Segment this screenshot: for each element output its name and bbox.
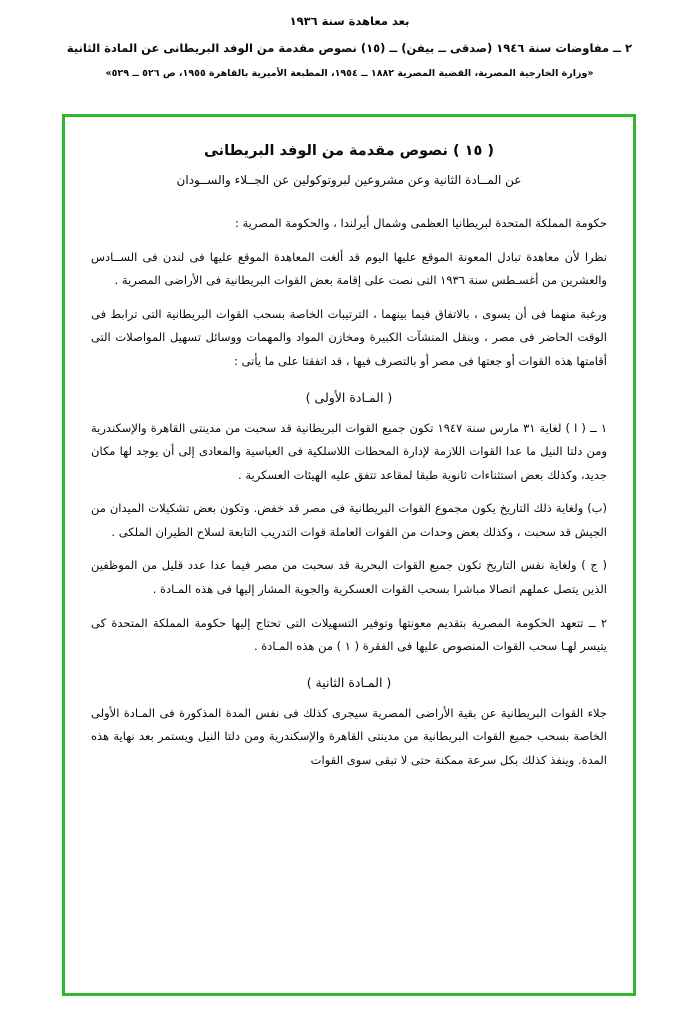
article-one-item-c: ( ج ) ولغاية نفس التاريخ تكون جميع القوات البحرية قد سحبت من مصر فيما عدا عدد قليل من الموظفين الذين يتصل عملهم اتصالا مباشرا بسحب القوات العسكرية والجوية المشار إليها فى هذه المـادة . xyxy=(91,558,607,596)
article-two-heading: ( المـادة الثانية ) xyxy=(306,674,392,690)
header-source-citation: «وزارة الخارجية المصرية، القضية المصرية ١٨٨٢ ــ ١٩٥٤، المطبعة الأميرية بالقاهرة ١٩٥٥، ص ٥٢٦ ــ ٥٢٩» xyxy=(105,68,594,80)
document-frame xyxy=(62,114,636,996)
page-header xyxy=(0,0,699,82)
header-line-2: ٢ ــ مفاوضات سنة ١٩٤٦ (صدقى ــ بيفن) ــ (١٥) نصوص مقدمة من الوفد البريطانى عن المادة الثانية xyxy=(66,41,633,55)
article-one-heading: ( المـادة الأولى ) xyxy=(305,389,393,405)
intro-paragraph-2: نظرا لأن معاهدة تبادل المعونة الموقع عليها اليوم قد ألغت المعاهدة الموقع عليها فى لندن فى الســادس والعشرين من أغسـطس سنة ١٩٣٦ التى نصت على إقامة بعض القوات البريطانية فى الأراضى المصرية . xyxy=(91,249,607,288)
article-one-item-a: ١ ــ ( ا ) لغاية ٣١ مارس سنة ١٩٤٧ تكون جميع القوات البريطانية قد سحبت من مدينتى القاهرة والإسكندرية ومن دلتا النيل ما عدا القوات اللازمة لإدارة المحطات اللاسلكية فى العباسية والمعادى إلى أن يوجد لها مكان جديد، وكذلك بعض استثناءات ثانوية طبقا لمقاعد تتفق عليه الهيئات العسكرية . xyxy=(91,420,608,482)
document-title: ( ١٥ ) نصوص مقدمة من الوفد البريطانى xyxy=(203,143,495,159)
header-line-1: بعد معاهدة سنة ١٩٣٦ xyxy=(289,14,410,28)
article-one-item-2: ٢ ــ تتعهد الحكومة المصرية بتقديم معونتها وتوفير التسهيلات التى تحتاج إليها حكومة المملكة المتحدة كى يتيسر لهـا سحب القوات المنصوص عليها فى الفقرة ( ١ ) من هذه المـادة . xyxy=(91,615,607,654)
intro-paragraph-3: ورغبة منهما فى أن يسوى ، بالاتفاق فيما بينهما ، الترتيبات الخاصة بسحب القوات البريطانية التى ترابط فى الوقت الحاضر فى مصر ، وبنقل المنشآت الكبيرة ومخازن المواد والمهمات ووسائل تسهيل المواصلات التى أقامتها هذه القوات أو جعتها فى مصر أو بالتصرف فيها ، قد اتفقتا على ما يأتى : xyxy=(91,306,607,368)
intro-paragraph-1: حكومة المملكة المتحدة لبريطانيا العظمى وشمال أيرلندا ، والحكومة المصرية : xyxy=(234,216,607,231)
article-two-paragraph-1: جلاء القوات البريطانية عن بقية الأراضى المصرية سيجرى كذلك فى نفس المدة المذكورة فى المـادة الأولى الخاصة بسحب جميع القوات البريطانية من مدينتى القاهرة والإسكندرية ومن دلتا النيل ويستمر بعد نهاية هذه المدة. وينفذ كذلك بكل سرعة ممكنة حتى لا تبقى سوى القوات xyxy=(91,705,607,767)
document-subtitle: عن المــادة الثانية وعن مشروعين لبروتوكولين عن الجــلاء والســودان xyxy=(176,173,522,187)
article-one-item-b: (ب) ولغاية ذلك التاريخ يكون مجموع القوات البريطانية فى مصر قد خفض. وتكون بعض تشكيلات الميدان من الجيش قد سحبت ، وكذلك بعض وحدات من القوات العاملة قوات التدريب التابعة لسلاح الطيران الملكى . xyxy=(91,501,607,539)
